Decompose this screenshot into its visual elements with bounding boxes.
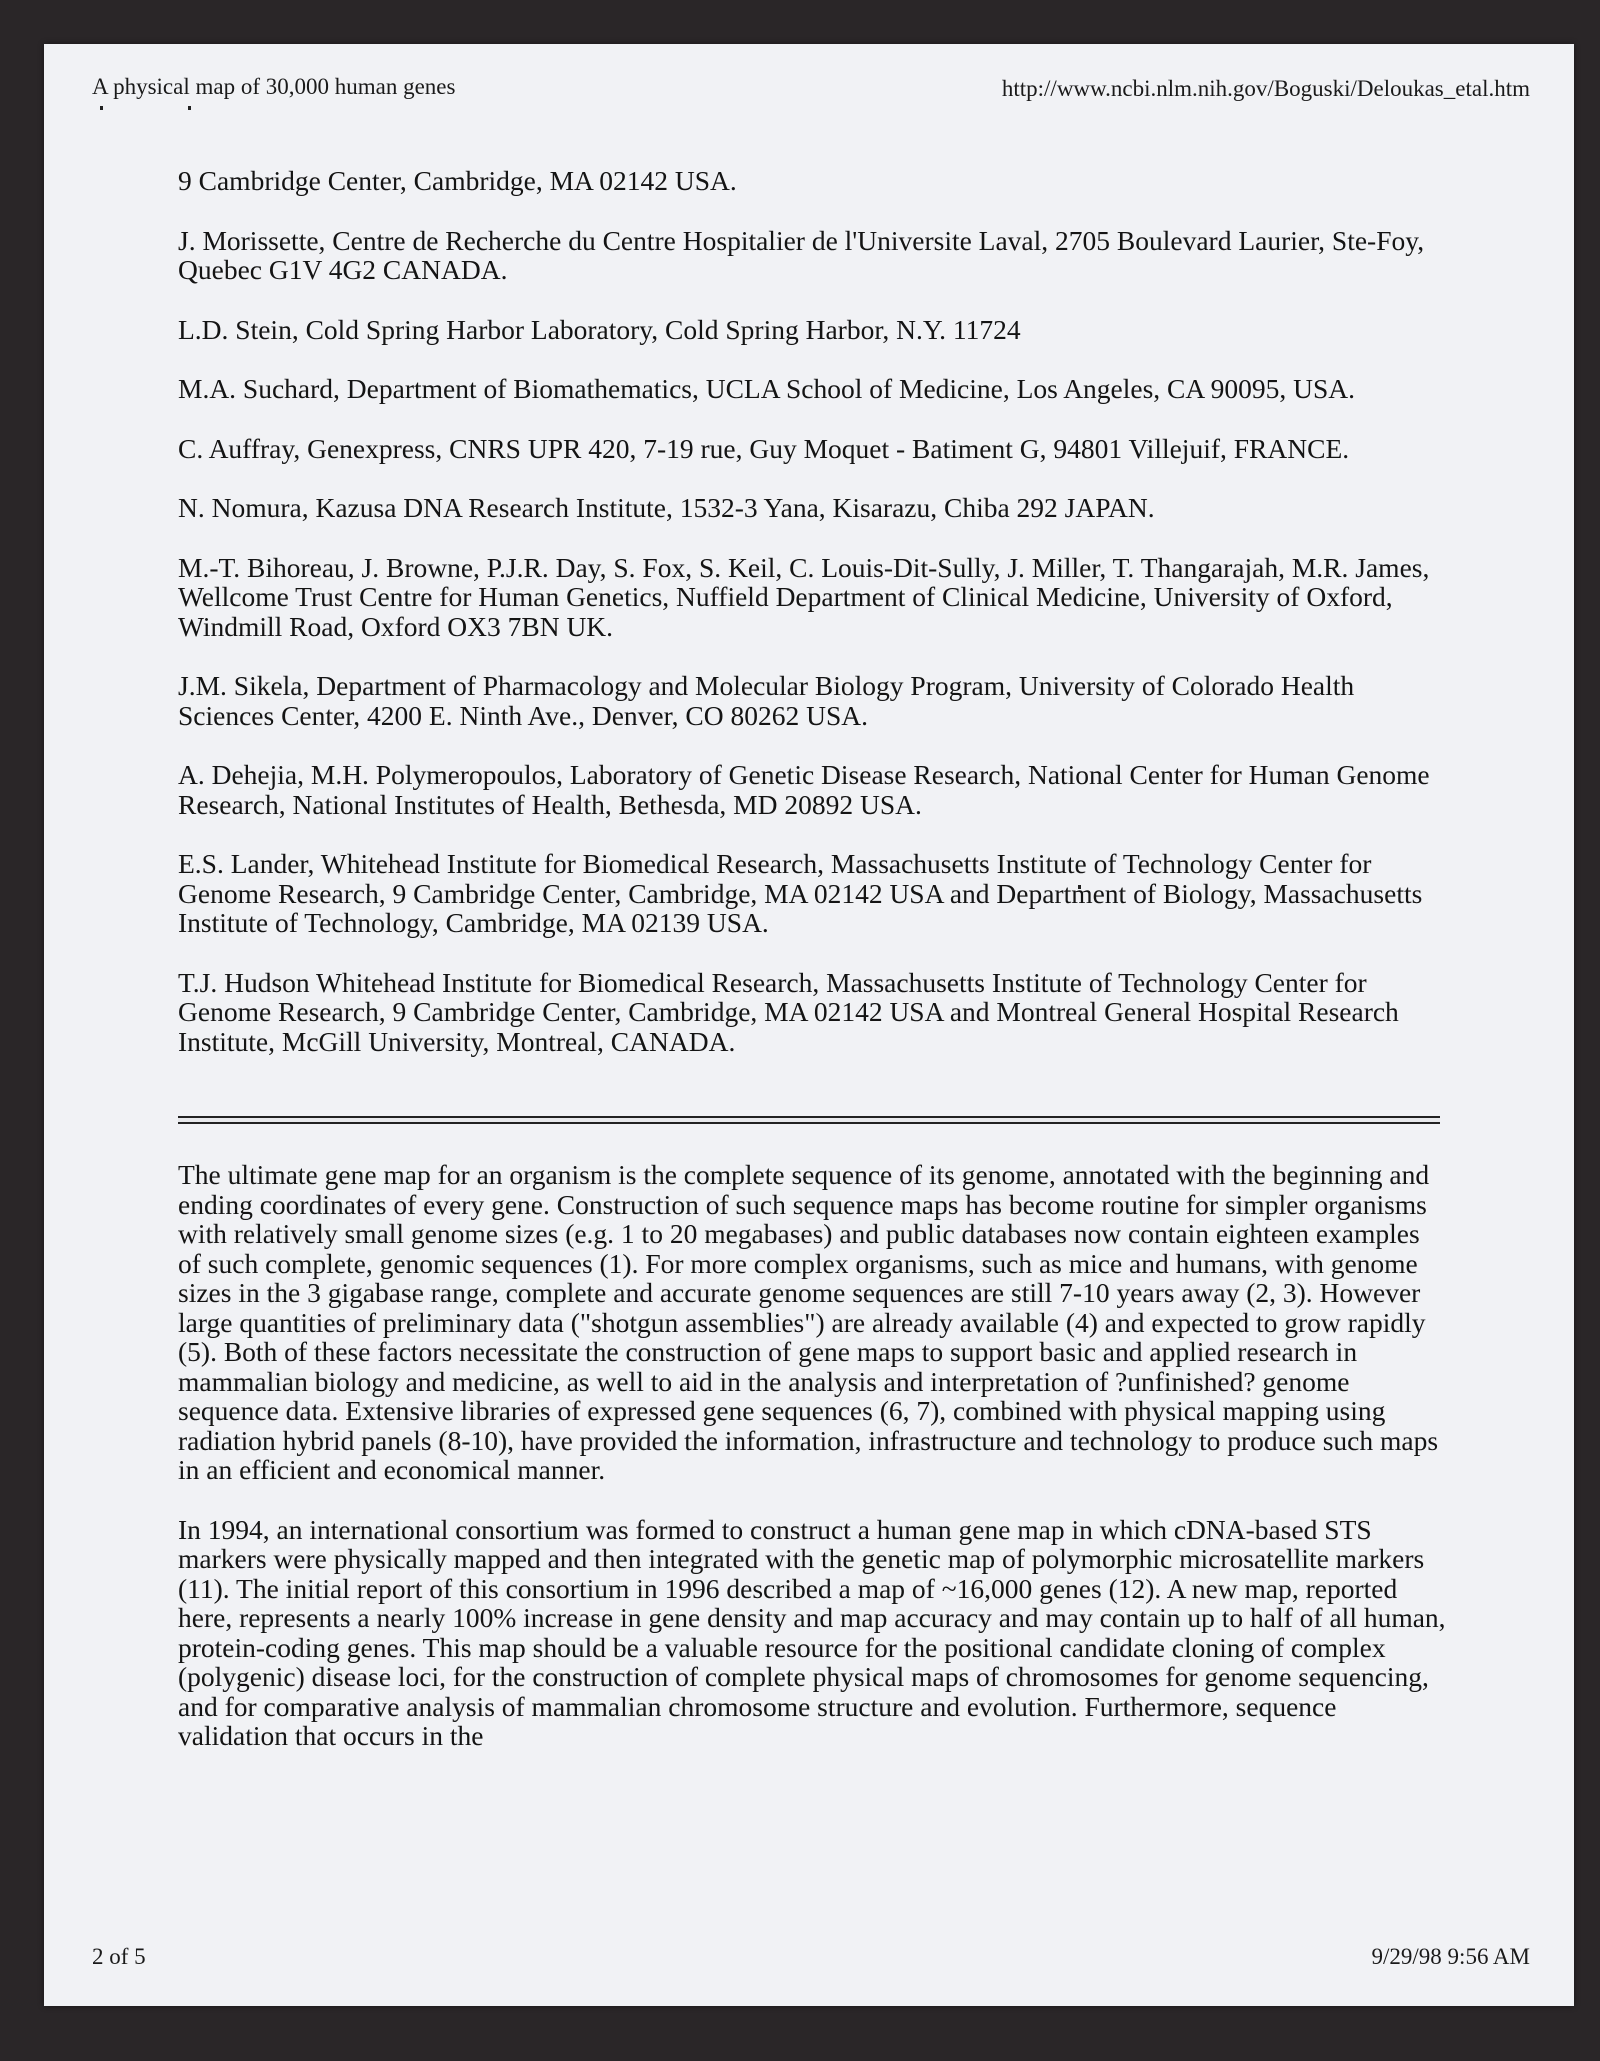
speck-mark	[188, 106, 191, 110]
affiliation: T.J. Hudson Whitehead Institute for Biomedical Research, Massachusetts Institute of Technology Center for Genome Research, 9 Cambridge Center, Cambridge, MA 02142 USA and Montreal General Hospital Research Institute, McGill University, Montreal, CANADA.	[178, 966, 1399, 1057]
footer-datetime: 9/29/98 9:56 AM	[1371, 1944, 1530, 1969]
affiliation: M.A. Suchard, Department of Biomathematics, UCLA School of Medicine, Los Angeles, CA 90095, USA.	[178, 373, 1356, 404]
affiliation: J.M. Sikela, Department of Pharmacology and Molecular Biology Program, University of Colorado Health Sciences Center, 4200 E. Ninth Ave., Denver, CO 80262 USA.	[178, 670, 1355, 731]
affiliation: E.S. Lander, Whitehead Institute for Biomedical Research, Massachusetts Institute of Technology Center for Genome Research, 9 Cambridge Center, Cambridge, MA 02142 USA and Department of Biology, Massachusetts Institute of Technology, Cambridge, MA 02139 USA.	[178, 848, 1423, 938]
affiliation: 9 Cambridge Center, Cambridge, MA 02142 USA.	[178, 165, 737, 196]
body-paragraph: The ultimate gene map for an organism is the complete sequence of its genome, annotated with the beginning and ending coordinates of every gene. Construction of such sequence maps has become routine for simpler organisms with relatively small genome sizes (e.g. 1 to 20 megabases) and public databases now contain eighteen examples of such complete, genomic sequences (1). For more complex organisms, such as mice and humans, with genome sizes in the 3 gigabase range, complete and accurate genome sequences are still 7-10 years away (2, 3). However large quantities of preliminary data ("shotgun assemblies") are already available (4) and expected to grow rapidly (5). Both of these factors necessitate the construction of gene maps to support basic and applied research in mammalian biology and medicine, as well to aid in the analysis and interpretation of ?unfinished? genome sequence data. Extensive libraries of expressed gene sequences (6, 7), combined with physical mapping using radiation hybrid panels (8-10), have provided the information, infrastructure and technology to produce such maps in an efficient and economical manner.	[178, 1159, 1439, 1485]
horizontal-divider	[178, 1116, 1440, 1124]
header-url: http://www.ncbi.nlm.nih.gov/Boguski/Deloukas_etal.htm	[1001, 76, 1530, 101]
affiliation: N. Nomura, Kazusa DNA Research Institute, 1532-3 Yana, Kisarazu, Chiba 292 JAPAN.	[178, 492, 1155, 523]
affiliation: L.D. Stein, Cold Spring Harbor Laboratory, Cold Spring Harbor, N.Y. 11724	[178, 313, 1021, 345]
header-title: A physical map of 30,000 human genes	[92, 74, 456, 99]
speck-mark	[100, 106, 103, 110]
document-body	[178, 166, 1448, 1781]
affiliation: C. Auffray, Genexpress, CNRS UPR 420, 7-19 rue, Guy Moquet - Batiment G, 94801 Villejuif, FRANCE.	[178, 432, 1350, 464]
affiliation: J. Morissette, Centre de Recherche du Centre Hospitalier de l'Universite Laval, 2705 Boulevard Laurier, Ste-Foy, Quebec G1V 4G2 CANADA.	[178, 224, 1425, 285]
footer-page-number: 2 of 5	[92, 1944, 146, 1969]
affiliation: M.-T. Bihoreau, J. Browne, P.J.R. Day, S. Fox, S. Keil, C. Louis-Dit-Sully, J. Miller, T. Thangarajah, M.R. James, Wellcome Trust Centre for Human Genetics, Nuffield Department of Clinical Medicine, University of Oxford, Windmill Road, Oxford OX3 7BN UK.	[178, 551, 1430, 642]
body-paragraph: In 1994, an international consortium was formed to construct a human gene map in which cDNA-based STS markers were physically mapped and then integrated with the genetic map of polymorphic microsatellite markers (11). The initial report of this consortium in 1996 described a map of ~16,000 genes (12). A new map, reported here, represents a nearly 100% increase in gene density and map accuracy and may contain up to half of all human, protein-coding genes. This map should be a valuable resource for the positional candidate cloning of complex (polygenic) disease loci, for the construction of complete physical maps of chromosomes for genome sequencing, and for comparative analysis of mammalian chromosome structure and evolution. Furthermore, sequence validation that occurs in the	[178, 1513, 1446, 1751]
affiliation: A. Dehejia, M.H. Polymeropoulos, Laboratory of Genetic Disease Research, National Center for Human Genome Research, National Institutes of Health, Bethesda, MD 20892 USA.	[178, 759, 1430, 820]
